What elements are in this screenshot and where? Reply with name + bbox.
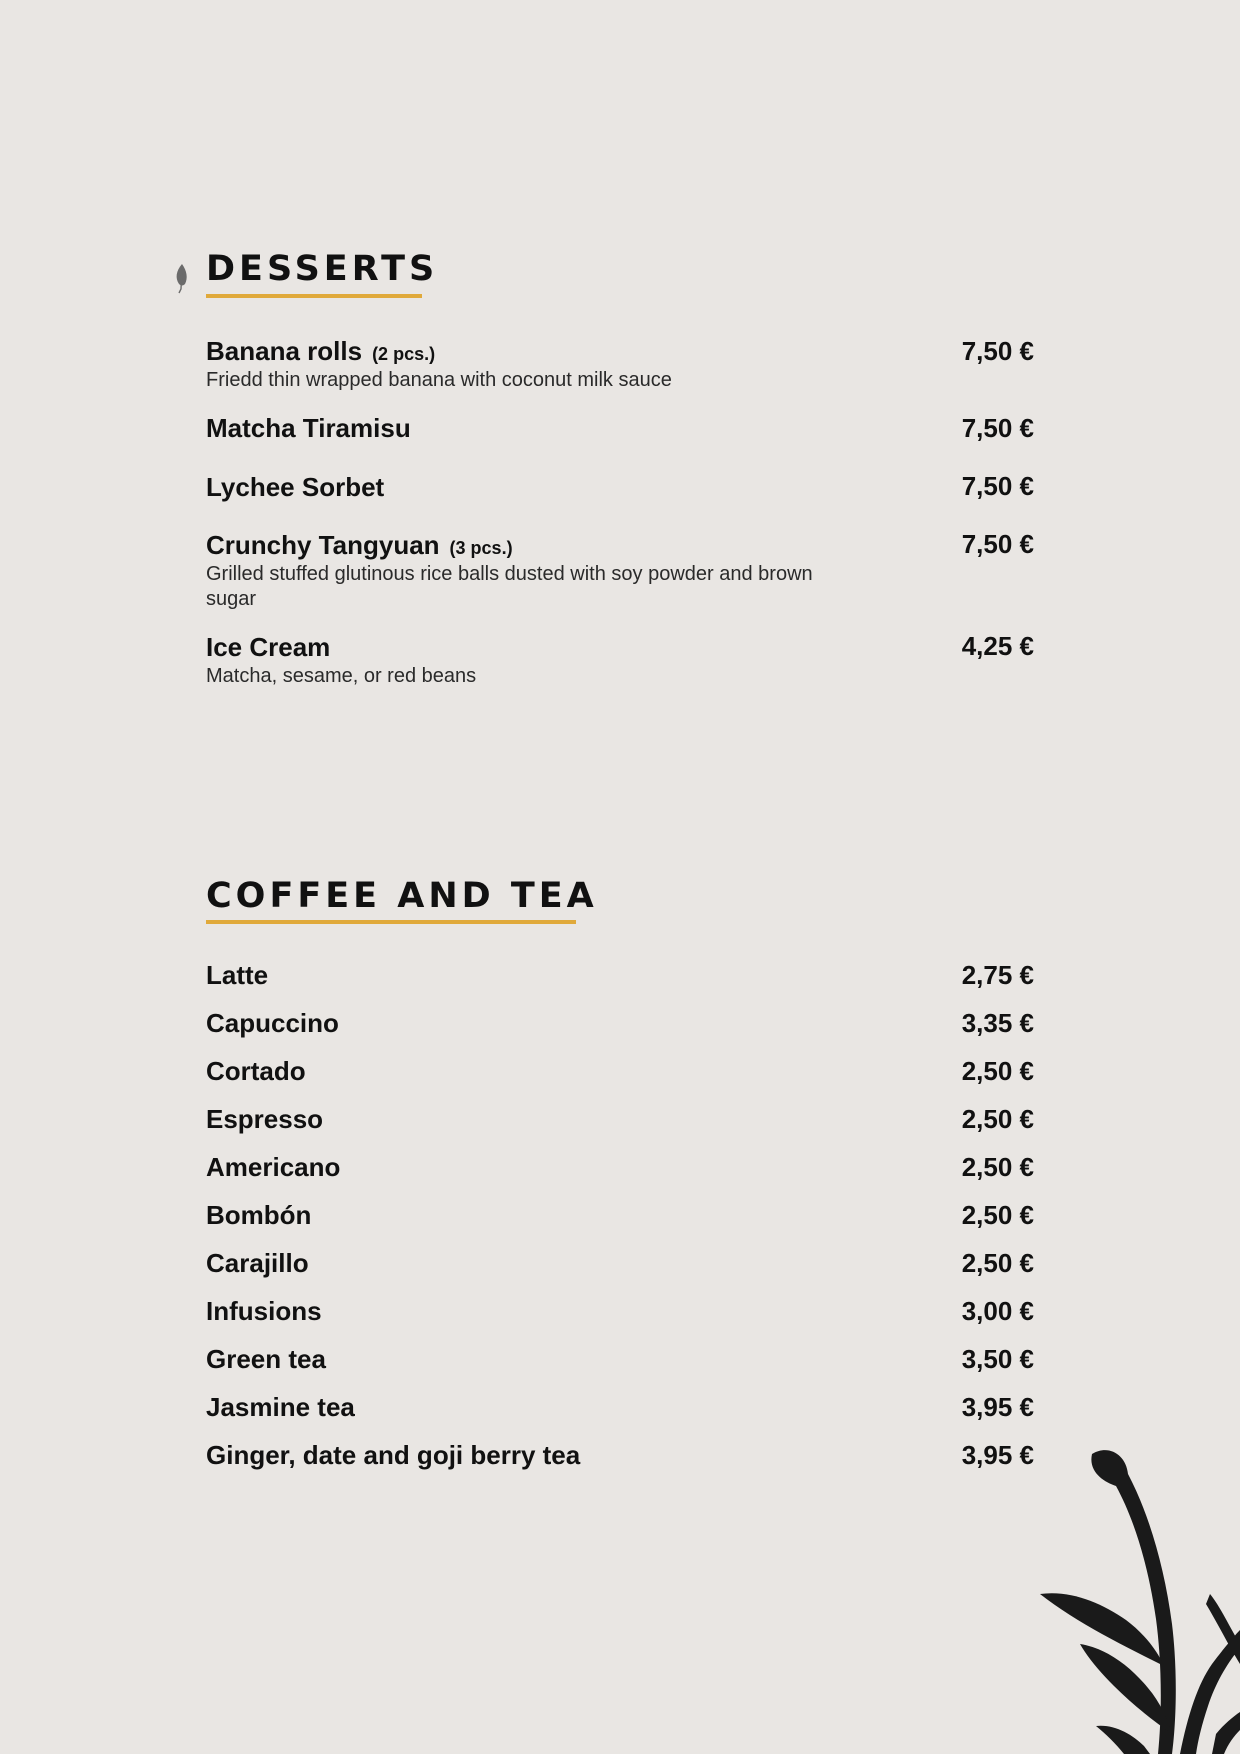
item-name: Jasmine tea — [206, 1392, 355, 1422]
item-name: Ginger, date and goji berry tea — [206, 1440, 581, 1470]
item-name: Ice Cream — [206, 632, 331, 662]
item-price: 2,50 € — [961, 1200, 1034, 1230]
desserts-title-underline — [206, 294, 422, 298]
item-price: 7,50 € — [961, 413, 1034, 443]
item-name: Carajillo — [206, 1248, 309, 1278]
item-name: Espresso — [206, 1104, 324, 1134]
item-price: 3,35 € — [961, 1008, 1034, 1038]
plant-illustration — [1040, 1434, 1240, 1754]
item-name: Crunchy Tangyuan (3 pcs.) — [206, 530, 513, 560]
item-price: 4,25 € — [961, 631, 1034, 661]
item-description: Friedd thin wrapped banana with coconut milk sauce — [206, 369, 672, 391]
item-name: Bombón — [206, 1200, 312, 1230]
item-price: 3,00 € — [961, 1296, 1034, 1326]
item-description: Grilled stuffed glutinous rice balls dusted with soy powder and brown sugar — [206, 563, 813, 610]
item-name: Latte — [206, 960, 269, 990]
coffee-tea-title-underline — [206, 920, 576, 924]
item-price: 2,50 € — [961, 1152, 1034, 1182]
item-name: Green tea — [206, 1344, 326, 1374]
leaf-icon — [174, 262, 190, 294]
item-price: 2,50 € — [961, 1056, 1034, 1086]
desserts-title: DESSERTS — [206, 249, 439, 289]
item-price: 3,95 € — [961, 1440, 1034, 1470]
item-quantity: (3 pcs.) — [449, 538, 513, 558]
coffee-tea-title: COFFEE AND TEA — [206, 876, 598, 916]
item-price: 3,95 € — [961, 1392, 1034, 1422]
item-description: Matcha, sesame, or red beans — [206, 665, 477, 687]
item-price: 2,50 € — [961, 1248, 1034, 1278]
item-price: 7,50 € — [961, 471, 1034, 501]
item-name: Banana rolls (2 pcs.) — [206, 336, 436, 366]
item-quantity: (2 pcs.) — [372, 344, 436, 364]
item-price: 7,50 € — [961, 336, 1034, 366]
item-price: 2,75 € — [961, 960, 1034, 990]
item-name: Infusions — [206, 1296, 322, 1326]
item-name: Lychee Sorbet — [206, 472, 385, 502]
item-price: 3,50 € — [961, 1344, 1034, 1374]
item-name: Cortado — [206, 1056, 306, 1086]
item-name: Matcha Tiramisu — [206, 413, 411, 443]
item-name: Capuccino — [206, 1008, 339, 1038]
item-price: 2,50 € — [961, 1104, 1034, 1134]
item-price: 7,50 € — [961, 529, 1034, 559]
item-name: Americano — [206, 1152, 341, 1182]
